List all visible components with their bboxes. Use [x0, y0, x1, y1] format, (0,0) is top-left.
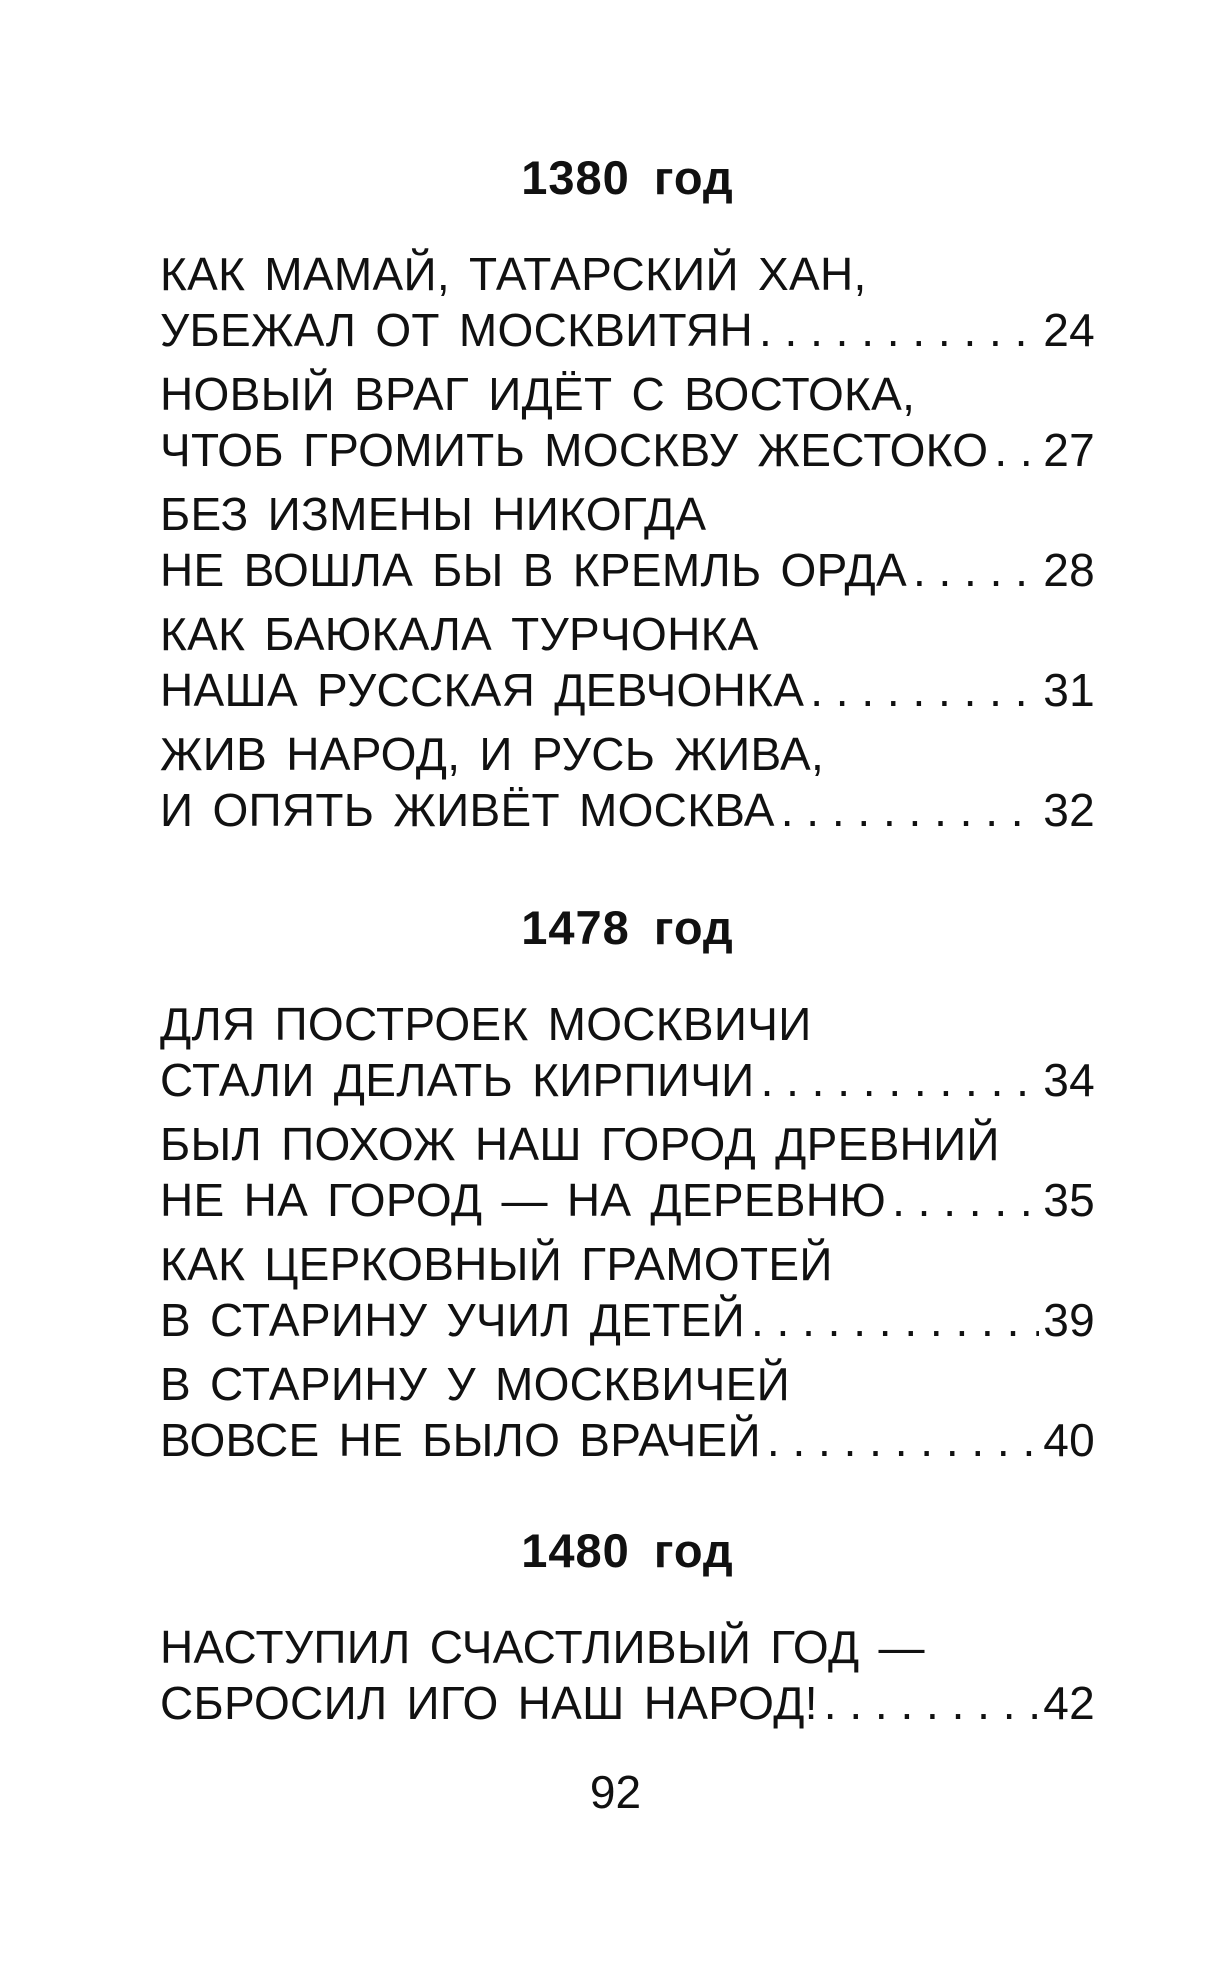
toc-section-1480 — [160, 1523, 1095, 1739]
entry-title-line-2-row — [160, 302, 1095, 358]
entry-title-line-2: ВОВСЕ НЕ БЫЛО ВРАЧЕЙ — [160, 1414, 761, 1466]
entry-page-number: 27 — [1043, 424, 1095, 476]
toc-entry — [160, 1356, 1095, 1468]
toc-entry — [160, 1116, 1095, 1228]
toc-entry — [160, 486, 1095, 598]
entry-title-line-2-row — [160, 1052, 1095, 1108]
entry-title-line-2: ЧТОБ ГРОМИТЬ МОСКВУ ЖЕСТОКО — [160, 424, 989, 476]
toc-entry — [160, 246, 1095, 358]
dot-leader — [892, 1172, 1039, 1228]
toc-entry — [160, 996, 1095, 1108]
entry-page-number: 40 — [1043, 1414, 1095, 1466]
entry-title-line-2-row — [160, 422, 1095, 478]
entry-page-number: 28 — [1043, 544, 1095, 596]
section-heading: 1380 год — [521, 151, 734, 204]
toc-entry — [160, 726, 1095, 838]
entry-page-number: 42 — [1043, 1677, 1095, 1729]
entry-title-line-2-row — [160, 1675, 1095, 1731]
entry-page-number: 35 — [1043, 1174, 1095, 1226]
entry-title-line-1: БЫЛ ПОХОЖ НАШ ГОРОД ДРЕВНИЙ — [160, 1118, 1000, 1170]
entry-title-line-2: УБЕЖАЛ ОТ МОСКВИТЯН — [160, 304, 753, 356]
dot-leader — [759, 302, 1039, 358]
toc-entry — [160, 1619, 1095, 1731]
dot-leader — [781, 782, 1039, 838]
entry-title-line-1: В СТАРИНУ У МОСКВИЧЕЙ — [160, 1358, 790, 1410]
entry-title-line-1: НАСТУПИЛ СЧАСТЛИВЫЙ ГОД — — [160, 1621, 925, 1673]
entry-title-line-2-row — [160, 1412, 1095, 1468]
entry-title-line-2: НАША РУССКАЯ ДЕВЧОНКА — [160, 664, 805, 716]
entry-title-line-2: СБРОСИЛ ИГО НАШ НАРОД! — [160, 1677, 818, 1729]
toc-section-1478 — [160, 900, 1095, 1476]
toc-entry — [160, 606, 1095, 718]
entry-title-line-2-row — [160, 1292, 1095, 1348]
entry-title-line-1: БЕЗ ИЗМЕНЫ НИКОГДА — [160, 488, 707, 540]
entry-page-number: 31 — [1043, 664, 1095, 716]
entry-title-line-2-row — [160, 782, 1095, 838]
entry-title-line-1: НОВЫЙ ВРАГ ИДЁТ С ВОСТОКА, — [160, 368, 916, 420]
entry-title-line-2: НЕ НА ГОРОД — НА ДЕРЕВНЮ — [160, 1174, 887, 1226]
entry-title-line-1: КАК БАЮКАЛА ТУРЧОНКА — [160, 608, 759, 660]
entry-page-number: 24 — [1043, 304, 1095, 356]
entry-title-line-2: И ОПЯТЬ ЖИВЁТ МОСКВА — [160, 784, 775, 836]
entry-page-number: 34 — [1043, 1054, 1095, 1106]
section-heading: 1478 год — [521, 901, 734, 954]
section-heading: 1480 год — [521, 1524, 734, 1577]
entry-title-line-1: ЖИВ НАРОД, И РУСЬ ЖИВА, — [160, 728, 825, 780]
entry-title-line-2: СТАЛИ ДЕЛАТЬ КИРПИЧИ — [160, 1054, 755, 1106]
dot-leader — [810, 662, 1039, 718]
entry-title-line-1: КАК ЦЕРКОВНЫЙ ГРАМОТЕЙ — [160, 1238, 833, 1290]
dot-leader — [761, 1052, 1040, 1108]
entry-title-line-1: ДЛЯ ПОСТРОЕК МОСКВИЧИ — [160, 998, 812, 1050]
dot-leader — [824, 1675, 1039, 1731]
page-number: 92 — [589, 1766, 642, 1818]
entry-title-line-2-row — [160, 542, 1095, 598]
toc-section-1380 — [160, 150, 1095, 846]
entry-title-line-1: КАК МАМАЙ, ТАТАРСКИЙ ХАН, — [160, 248, 867, 300]
toc-entry — [160, 1236, 1095, 1348]
entry-page-number: 39 — [1043, 1294, 1095, 1346]
toc-entry — [160, 366, 1095, 478]
dot-leader — [751, 1292, 1039, 1348]
entry-title-line-2-row — [160, 662, 1095, 718]
dot-leader — [767, 1412, 1039, 1468]
entry-title-line-2-row — [160, 1172, 1095, 1228]
dot-leader — [913, 542, 1039, 598]
entry-title-line-2: В СТАРИНУ УЧИЛ ДЕТЕЙ — [160, 1294, 745, 1346]
entry-title-line-2: НЕ ВОШЛА БЫ В КРЕМЛЬ ОРДА — [160, 544, 907, 596]
dot-leader — [994, 422, 1039, 478]
entry-page-number: 32 — [1043, 784, 1095, 836]
